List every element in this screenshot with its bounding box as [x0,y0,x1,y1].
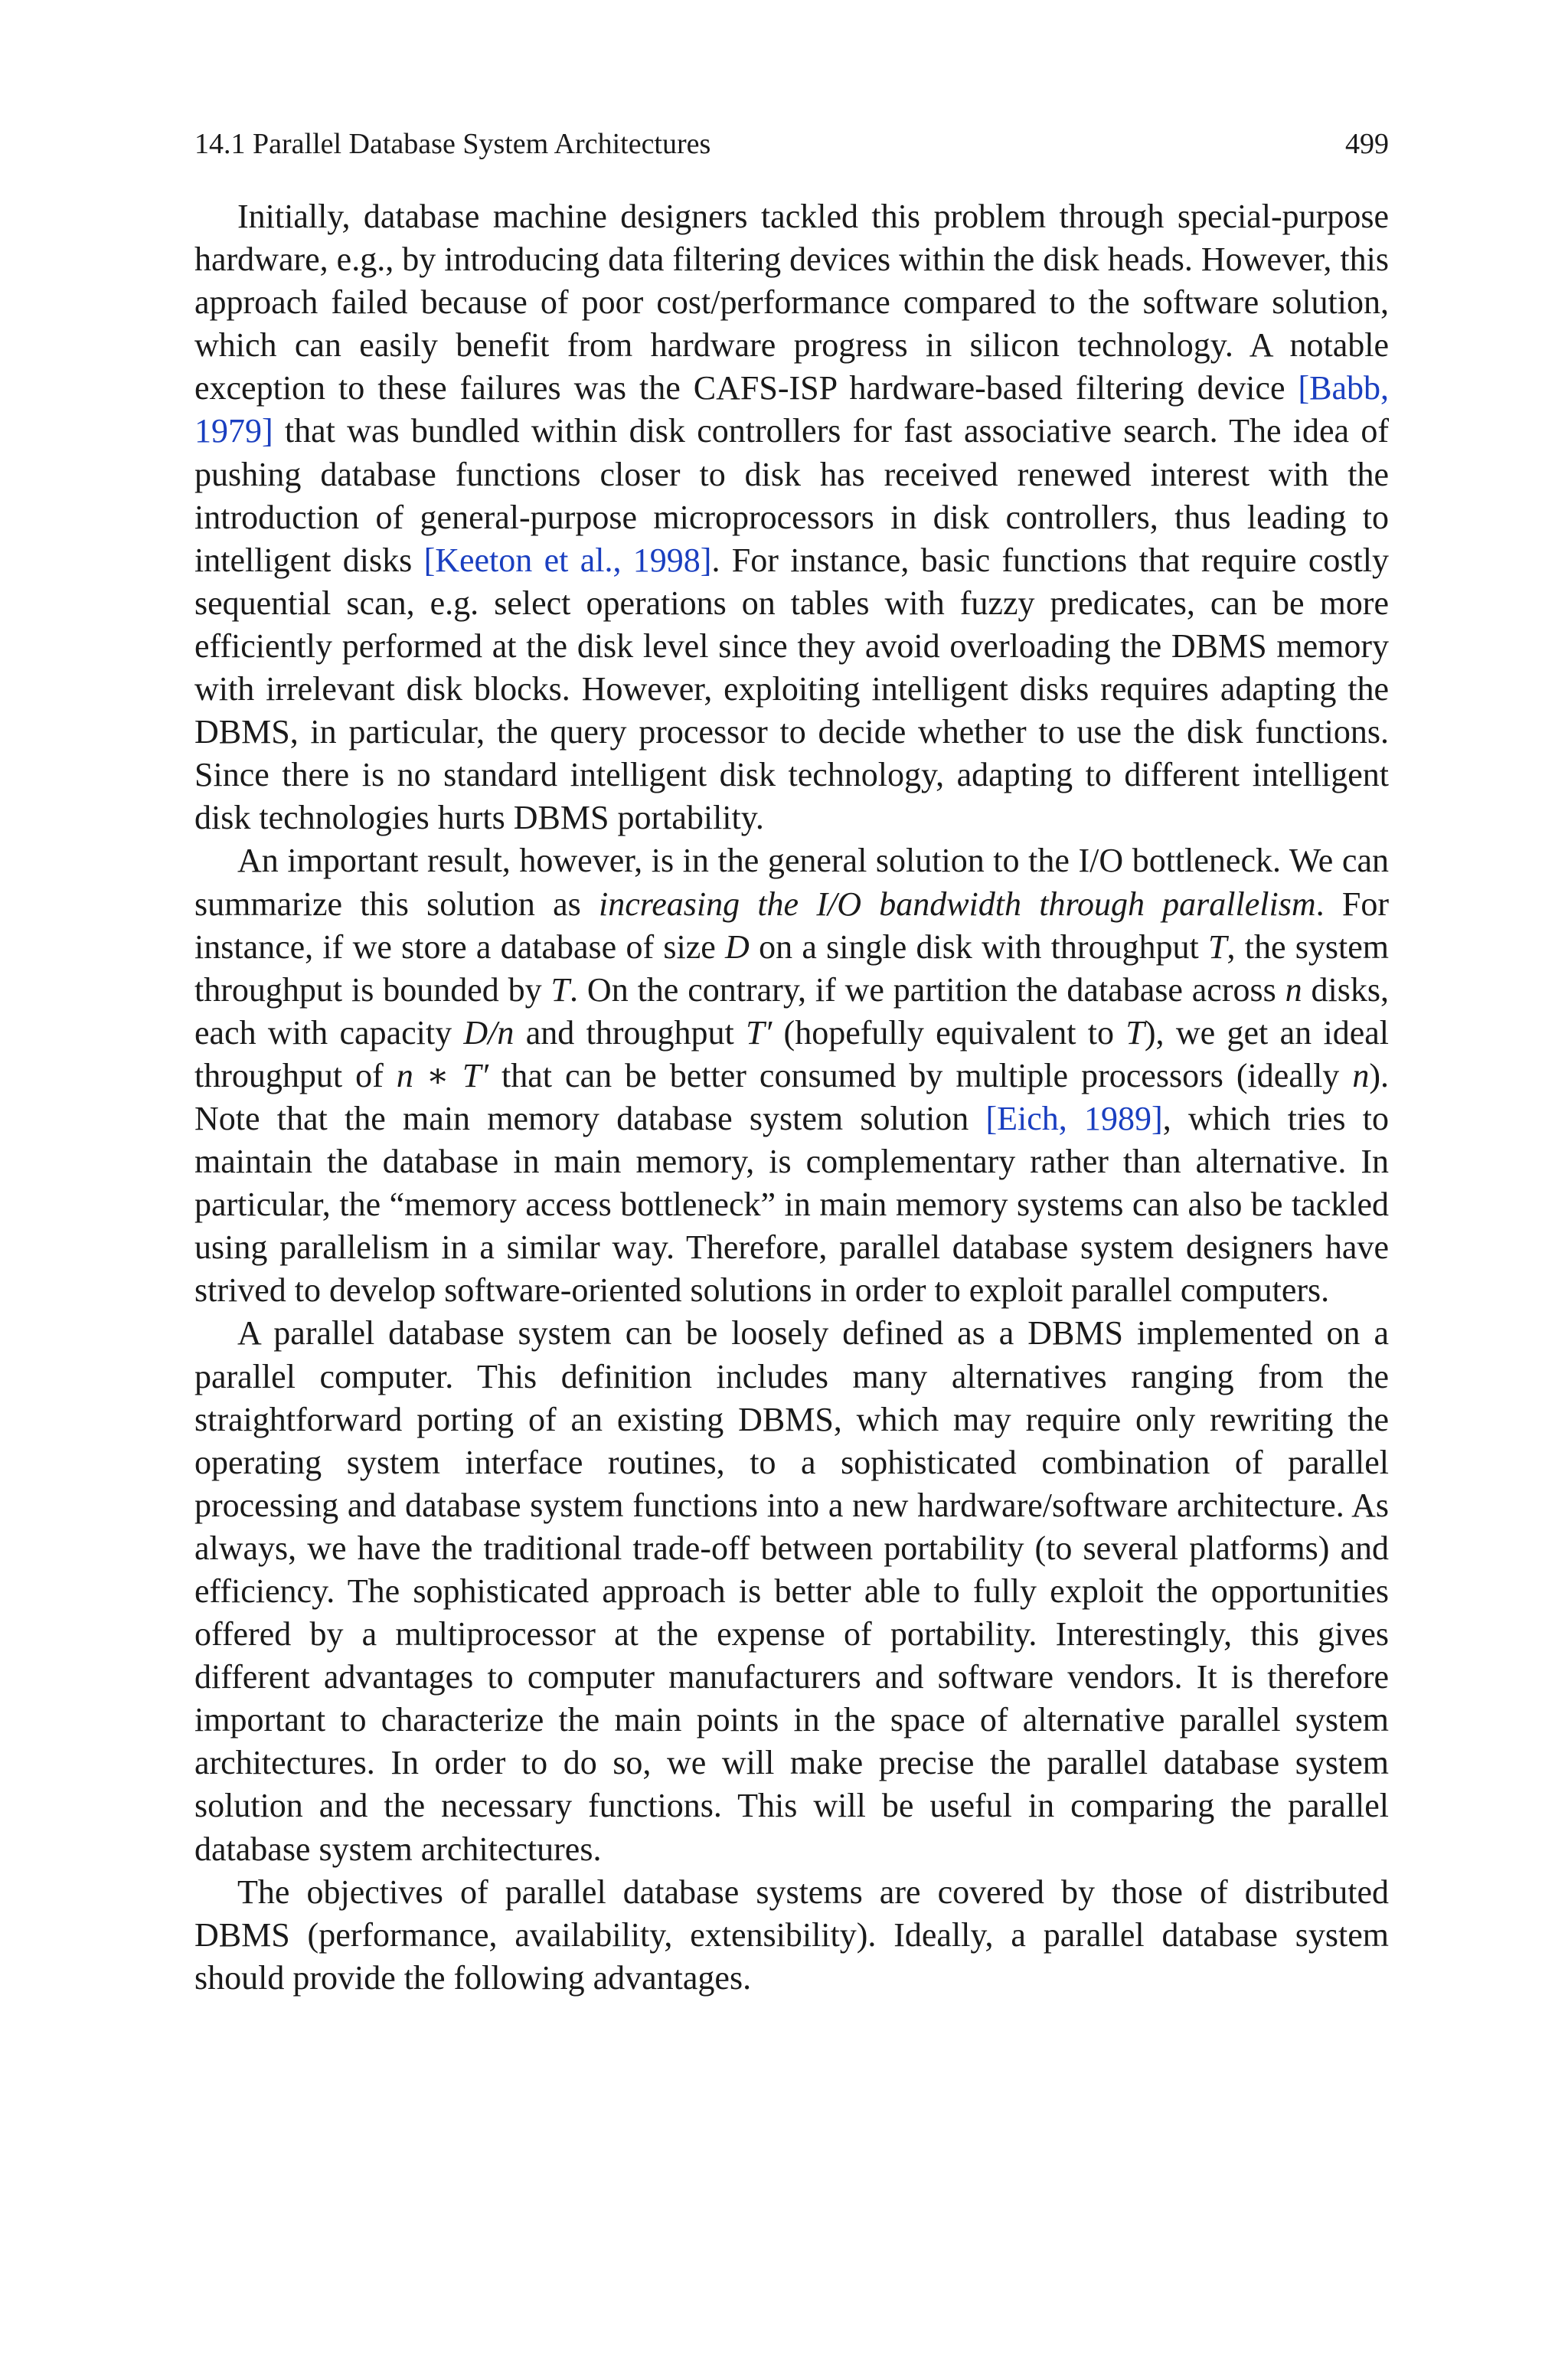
paragraph-1-text-a: Initially, database machine designers tackled this problem through special-purpose hardware, e.g., by introducing data filtering devices within the disk heads. However, this approach failed because of poor cost/performance compared to the software solution, which can easily benefit from hardware progress in silicon technology. A notable exception to these failures was the CAFS-ISP hardware-based filtering device [194,198,1389,407]
paragraph-2-text-5: . On the contrary, if we partition the database across [570,970,1285,1009]
paragraph-2 [194,839,1389,1312]
paragraph-3: A parallel database system can be loosely defined as a DBMS implemented on a parallel computer. This definition includes many alternatives ranging from the straightforward porting of an existing DBMS, which may require only rewriting the operating system interface routines, to a sophisticated combination of parallel processing and database system functions into a new hardware/software architecture. As always, we have the traditional trade-off between portability (to several platforms) and efficiency. The sophisticated approach is better able to fully exploit the opportunities offered by a multiprocessor at the expense of portability. Interestingly, this gives different advantages to computer manufacturers and software vendors. It is therefore important to characterize the main points in the space of alternative parallel system architectures. In order to do so, we will make precise the parallel database system solution and the necessary functions. This will be useful in comparing the parallel database system architectures. [194,1314,1389,1868]
page-number: 499 [1345,128,1389,160]
math-d-over-n: D/n [463,1013,514,1052]
paragraph-1-text-c: . For instance, basic functions that require costly sequential scan, e.g. select operations on tables with fuzzy predicates, can be more efficiently performed at the disk level since they avoid overloading the DBMS memory with irrelevant disk blocks. However, exploiting intelligent disks requires adapting the DBMS, in particular, the query processor to decide whether to use the disk functions. Since there is no standard intelligent disk technology, adapting to different intelligent disk technologies hurts DBMS portability. [194,541,1389,837]
emphasis-io-bandwidth: increasing the I/O bandwidth through parallelism [598,885,1316,923]
citation-babb-1979[interactable]: [Babb, 1979] [194,369,1389,450]
math-n: n [1285,970,1302,1009]
running-head-section: 14.1 Parallel Database System Architectures [194,128,711,160]
body-text [194,195,1389,2000]
paragraph-2-text-3: on a single disk with throughput [749,927,1208,966]
math-t: T [1125,1013,1145,1052]
math-t-prime: T′ [746,1013,773,1052]
citation-keeton-1998[interactable]: [Keeton et al., 1998] [423,541,712,579]
math-d: D [725,927,750,966]
paragraph-2-text-4: , the system throughput is bounded by [194,927,1389,1009]
paragraph-2-text-10: that can be better consumed by multiple processors (ideally [488,1056,1353,1094]
math-t: T [550,970,570,1009]
running-head [194,123,1389,165]
math-n: n [1352,1056,1370,1094]
paragraph-1-text-b: that was bundled within disk controllers for fast associative search. The idea of pushing database functions closer to disk has received renewed interest with the introduction of general-purpose microprocessors in disk controllers, thus leading to intelligent disks [194,412,1389,579]
math-t: T [1208,927,1227,966]
paragraph-2-text-9: ), we get an ideal throughput of [194,1013,1389,1094]
paragraph-2-text-1: An important result, however, is in the general solution to the I/O bottleneck. We can summarize this solution as [194,842,1389,923]
math-n-times-t-prime: n ∗ T′ [396,1056,488,1094]
paragraph-2-text-7: and throughput [514,1013,746,1052]
paragraph-2-text-11: ). Note that the main memory database system solution [194,1056,1389,1137]
paragraph-2-text-12: , which tries to maintain the database in main memory, is complementary rather than alternative. In particular, the “memory access bottleneck” in main memory systems can also be tackled using parallelism in a similar way. Therefore, parallel database system designers have strived to develop software-oriented solutions in order to exploit parallel computers. [194,1099,1389,1310]
citation-eich-1989[interactable]: [Eich, 1989] [985,1099,1163,1137]
paragraph-1 [194,195,1389,839]
paragraph-4: The objectives of parallel database systems are covered by those of distributed DBMS (performance, availability, extensibility). Ideally, a parallel database system should provide the following advantages. [194,1873,1389,1997]
paragraph-2-text-2: . For instance, if we store a database of size [194,885,1389,966]
paragraph-2-text-6: disks, each with capacity [194,970,1389,1052]
paragraph-2-text-8: (hopefully equivalent to [772,1013,1126,1052]
